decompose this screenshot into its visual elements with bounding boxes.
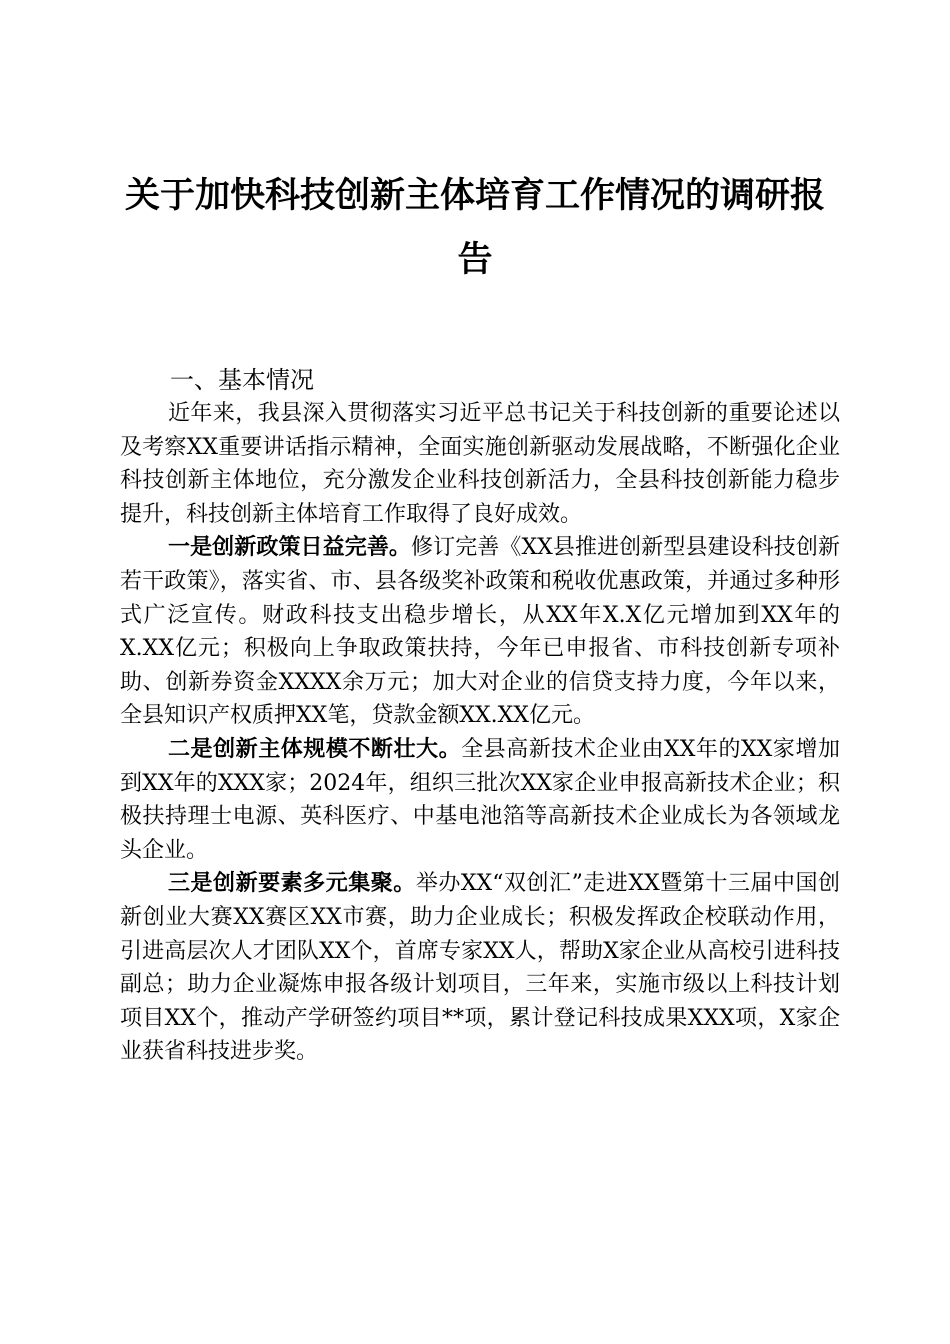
paragraph-lead: 二是创新主体规模不断壮大。 xyxy=(168,735,462,762)
paragraph-factors xyxy=(120,867,840,1069)
paragraph-text: 近年来，我县深入贯彻落实习近平总书记关于科技创新的重要论述以及考察XX重要讲话指示精神，全面实施创新驱动发展战略，不断强化企业科技创新主体地位，充分激发企业科技创新活力，全县科技创新能力稳步提升，科技创新主体培育工作取得了良好成效。 xyxy=(120,401,840,527)
paragraph-policy xyxy=(120,531,840,733)
document-title: 关于加快科技创新主体培育工作情况的调研报告 xyxy=(124,175,825,280)
document-body xyxy=(120,397,840,1069)
section-heading-text: 一、基本情况 xyxy=(170,366,314,394)
paragraph-entities xyxy=(120,733,840,867)
paragraph-text: 全县高新技术企业由XX年的XX家增加到XX年的XXX家；2024年，组织三批次XX家企业申报高新技术企业；积极扶持理士电源、英科医疗、中基电池箔等高新技术企业成长为各领域龙头企业。 xyxy=(120,736,840,863)
paragraph-lead: 一是创新政策日益完善。 xyxy=(168,534,412,561)
section-heading xyxy=(120,364,840,398)
paragraph-text: 举办XX“双创汇”走进XX暨第十三届中国创新创业大赛XX赛区XX市赛，助力企业成长；积极发挥政企校联动作用，引进高层次人才团队XX个，首席专家XX人，帮助X家企业从高校引进科技副总；助力企业凝炼申报各级计划项目，三年来，实施市级以上科技计划项目XX个，推动产学研签约项目**项，累计登记科技成果XXX项，X家企业获省科技进步奖。 xyxy=(120,871,840,1065)
paragraph-text: 修订完善《XX县推进创新型县建设科技创新若干政策》，落实省、市、县各级奖补政策和税收优惠政策，并通过多种形式广泛宣传。财政科技支出稳步增长，从XX年X.X亿元增加到XX年的X.XX亿元；积极向上争取政策扶持，今年已申报省、市科技创新专项补助、创新券资金XXXX余万元；加大对企业的信贷支持力度，今年以来，全县知识产权质押XX笔，贷款金额XX.XX亿元。 xyxy=(120,535,840,729)
paragraph-intro xyxy=(120,397,840,531)
paragraph-lead: 三是创新要素多元集聚。 xyxy=(168,870,416,897)
